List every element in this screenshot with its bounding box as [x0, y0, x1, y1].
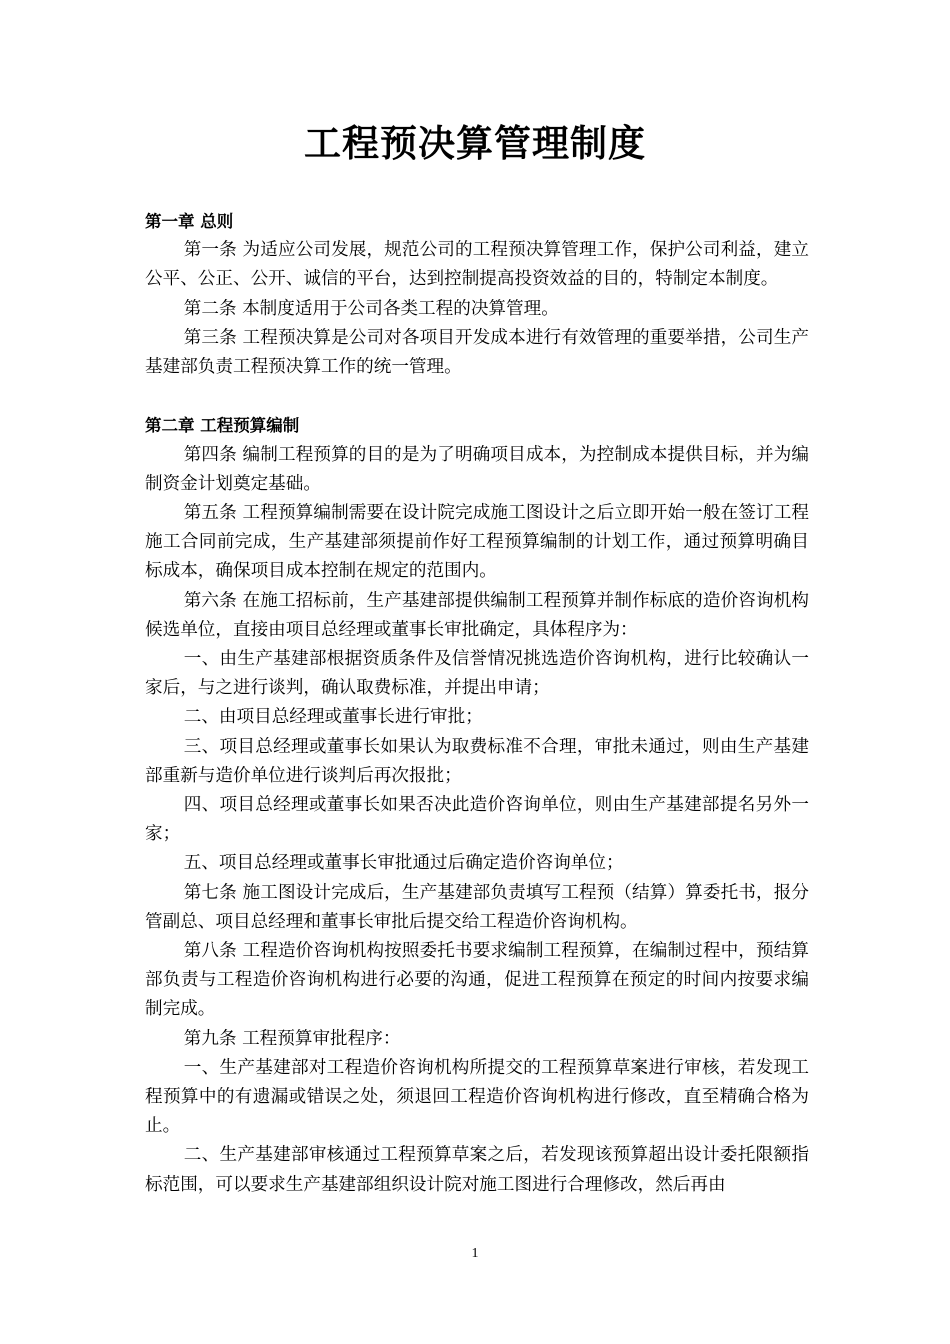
document-body [145, 207, 809, 1200]
chapter-1-heading: 第一章 总则 [145, 212, 234, 231]
chapter-2-paragraph: 二、由项目总经理或董事长进行审批； [183, 707, 483, 728]
chapter-2-paragraph: 第八条 工程造价咨询机构按照委托书要求编制工程预算，在编制过程中，预结算部负责与工程造价咨询机构进行必要的沟通，促进工程预算在预定的时间内按要求编制完成。 [145, 941, 809, 1020]
chapter-2-paragraph: 第五条 工程预算编制需要在设计院完成施工图设计之后立即开始一般在签订工程施工合同前完成，生产基建部须提前作好工程预算编制的计划工作，通过预算明确目标成本，确保项目成本控制在规定的范围内。 [145, 503, 809, 582]
document-title: 工程预决算管理制度 [304, 122, 646, 165]
chapter-1-paragraph: 第二条 本制度适用于公司各类工程的决算管理。 [183, 298, 559, 319]
chapter-2-paragraph: 一、由生产基建部根据资质条件及信誉情况挑选造价咨询机构，进行比较确认一家后，与之进行谈判，确认取费标准，并提出申请； [145, 649, 809, 699]
chapter-2-paragraph: 第六条 在施工招标前，生产基建部提供编制工程预算并制作标底的造价咨询机构候选单位，直接由项目总经理或董事长审批确定，具体程序为： [145, 590, 809, 640]
chapter-2-paragraph: 四、项目总经理或董事长如果否决此造价咨询单位，则由生产基建部提名另外一家； [145, 795, 809, 845]
chapter-2-paragraph: 二、生产基建部审核通过工程预算草案之后，若发现该预算超出设计委托限额指标范围，可以要求生产基建部组织设计院对施工图进行合理修改，然后再由 [145, 1145, 809, 1195]
page-number: 1 [471, 1246, 479, 1261]
chapter-2-paragraph: 第七条 施工图设计完成后，生产基建部负责填写工程预（结算）算委托书，报分管副总、项目总经理和董事长审批后提交给工程造价咨询机构。 [145, 882, 809, 932]
chapter-2-paragraph: 第九条 工程预算审批程序： [183, 1028, 401, 1049]
section-gap [145, 382, 809, 411]
chapter-2-paragraph: 第四条 编制工程预算的目的是为了明确项目成本，为控制成本提供目标，并为编制资金计划奠定基础。 [145, 444, 809, 494]
chapter-2-paragraph: 一、生产基建部对工程造价咨询机构所提交的工程预算草案进行审核，若发现工程预算中的有遗漏或错误之处，须退回工程造价咨询机构进行修改，直至精确合格为止。 [145, 1057, 809, 1137]
chapter-2-paragraph: 三、项目总经理或董事长如果认为取费标准不合理，审批未通过，则由生产基建部重新与造价单位进行谈判后再次报批； [145, 736, 809, 786]
chapter-2-heading: 第二章 工程预算编制 [145, 416, 300, 436]
chapter-2-paragraph: 五、项目总经理或董事长审批通过后确定造价咨询单位； [183, 853, 624, 874]
chapter-1-paragraph: 第一条 为适应公司发展，规范公司的工程预决算管理工作，保护公司利益，建立公平、公正、公开、诚信的平台，达到控制提高投资效益的目的，特制定本制度。 [145, 240, 809, 290]
chapter-1-paragraph: 第三条 工程预决算是公司对各项目开发成本进行有效管理的重要举措，公司生产基建部负责工程预决算工作的统一管理。 [145, 327, 809, 378]
